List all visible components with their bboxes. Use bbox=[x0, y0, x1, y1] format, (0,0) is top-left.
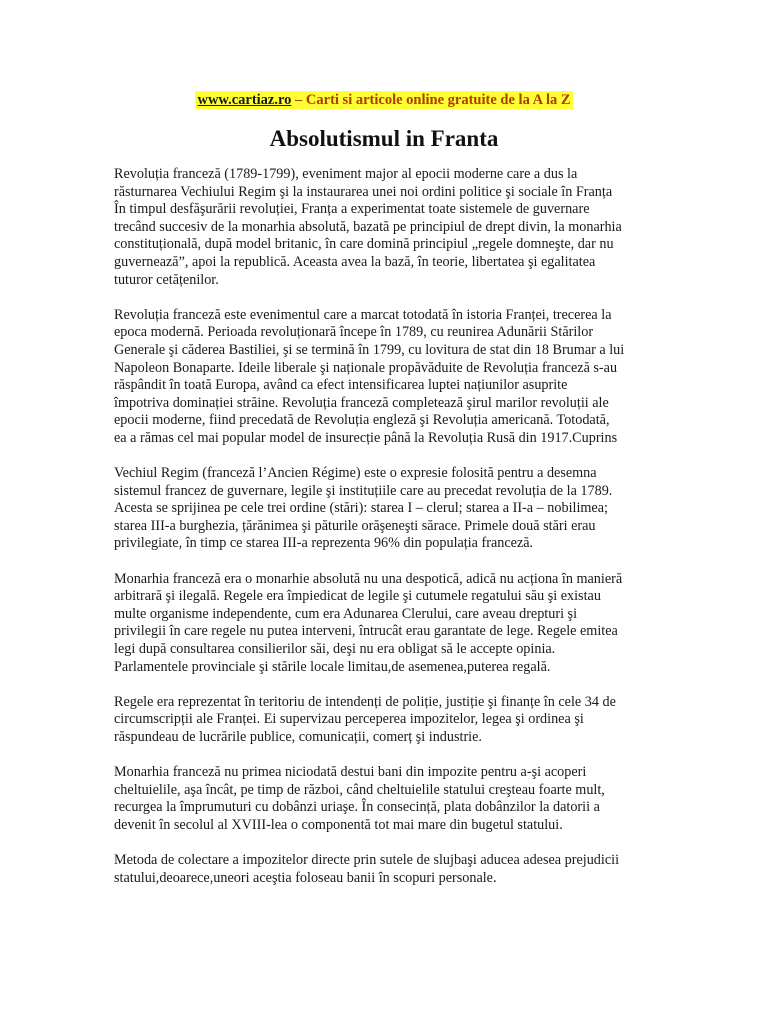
paragraph-impozite bbox=[114, 764, 674, 834]
paragraph-vechiul-regim bbox=[114, 465, 674, 553]
text-line: constituțională, după model britanic, în care domină principiul „regele domneşte, dar nu bbox=[114, 236, 614, 253]
site-tagline: – Carti si articole online gratuite de la A la Z bbox=[291, 92, 571, 108]
text-line: Monarhia franceză nu primea niciodată destui bani din impozite pentru a-şi acoperi bbox=[114, 764, 587, 781]
text-line: Parlamentele provinciale şi stările locale limitau,de asemenea,puterea regală. bbox=[114, 658, 551, 675]
text-line: guvernează”, apoi la republică. Aceasta avea la bază, în teorie, libertatea şi egalitatea bbox=[114, 253, 596, 270]
text-line: Revoluția franceză (1789-1799), eveniment major al epocii moderne care a dus la bbox=[114, 166, 578, 182]
text-line: Regele era reprezentat în teritoriu de intendenți de poliție, justiție şi finanțe în cele 34 de bbox=[114, 693, 616, 710]
text-line: răspândit în toată Europa, având ca efect intensificarea luptei națiunilor asuprite bbox=[114, 377, 568, 394]
text-line: arbitrară şi ilegală. Regele era împiedicat de legile şi cutumele regatului său şi existau bbox=[114, 588, 601, 605]
document-title: Absolutismul in Franta bbox=[269, 126, 499, 151]
text-line: răsturnarea Vechiului Regim şi la instaurarea unei noi ordini politice şi sociale în Franța bbox=[114, 183, 613, 200]
text-line: epoca modernă. Perioada revoluționară începe în 1789, cu reunirea Adunării Stărilor bbox=[114, 324, 594, 341]
text-line: ea a rămas cel mai popular model de insurecție până la Revoluția Rusă din 1917.Cuprins bbox=[114, 429, 618, 446]
text-line: Generale şi căderea Bastiliei, şi se termină în 1799, cu lovitura de stat din 18 Brumar a lui bbox=[114, 341, 625, 358]
text-line: trecând succesiv de la monarhia absolută, bazată pe principiul de drept divin, la monarhia bbox=[114, 218, 622, 235]
text-line: cheltuielile, aşa încât, pe timp de război, când cheltuielile statului creşteau foarte mult, bbox=[114, 781, 605, 798]
text-line: răspundeau de lucrările publice, comunicații, comerț şi industrie. bbox=[114, 729, 482, 745]
text-line: În timpul desfăşurării revoluției, Franța a experimentat toate sistemele de guvernare bbox=[114, 201, 590, 218]
text-line: Revoluția franceză este evenimentul care a marcat totodată în istoria Franței, trecerea la bbox=[114, 306, 612, 323]
paragraph-intendenti bbox=[114, 694, 674, 747]
text-line: Vechiul Regim (franceză l’Ancien Régime) este o expresie folosită pentru a desemna bbox=[114, 465, 597, 482]
text-line: Napoleon Bonaparte. Ideile liberale şi naționale propăvăduite de Revoluția franceză s-au bbox=[114, 359, 618, 376]
text-line: tuturor cetățenilor. bbox=[114, 271, 219, 288]
text-line: privilegiate, în timp ce starea III-a reprezenta 96% din populația franceză. bbox=[114, 535, 534, 552]
text-line: recurgea la împrumuturi cu dobânzi uriaşe. În consecință, plata dobânzilor la datorii a bbox=[114, 799, 600, 816]
paragraph-revolutia-franceza bbox=[114, 166, 674, 289]
paragraph-colectare bbox=[114, 852, 674, 887]
site-header bbox=[0, 90, 768, 110]
text-line: Acesta se sprijinea pe cele trei ordine (stări): starea I – clerul; starea a II-a – nobilimea; bbox=[114, 500, 608, 517]
text-line: Metoda de colectare a impozitelor directe prin sutele de slujbaşi aducea adesea prejudicii bbox=[114, 852, 620, 869]
text-line: starea III-a burghezia, țărănimea şi păturile orăşeneşti sărace. Primele două stări erau bbox=[114, 517, 596, 534]
text-line: Monarhia franceză era o monarhie absolută nu una despotică, adică nu acționa în manieră bbox=[114, 570, 623, 587]
site-link[interactable]: www.cartiaz.ro bbox=[197, 92, 292, 108]
paragraph-monarhia-absoluta bbox=[114, 571, 674, 677]
text-line: privilegii în care regele nu putea interveni, întrucât erau garantate de lege. Regele emitea bbox=[114, 623, 618, 640]
text-line: multe organisme independente, cum era Adunarea Clerului, care aveau drepturi şi bbox=[114, 605, 578, 622]
text-line: devenit în secolul al XVIII-lea o componentă tot mai mare din bugetul statului. bbox=[114, 816, 563, 833]
text-line: împotriva dominației străine. Revoluția franceză completează şirul marilor revoluții ale bbox=[114, 394, 609, 411]
text-line: statului,deoarece,uneori aceştia foloseau banii în scopuri personale. bbox=[114, 869, 497, 886]
text-line: circumscripții ale Franței. Ei supervizau perceperea impozitelor, legea şi ordinea şi bbox=[114, 711, 584, 728]
text-line: sistemul francez de guvernare, legile şi instituțiile care au precedat revoluția de la 1789. bbox=[114, 482, 613, 499]
header-highlight bbox=[195, 91, 572, 109]
text-line: legi după consultarea consilierilor săi, deşi nu era obligat să le accepte opinia. bbox=[114, 641, 556, 658]
document-body bbox=[114, 166, 674, 905]
text-line: epocii moderne, fiind precedată de Revoluția engleză şi Revoluția americană. Totodată, bbox=[114, 412, 610, 429]
paragraph-epoca-moderna bbox=[114, 307, 674, 448]
